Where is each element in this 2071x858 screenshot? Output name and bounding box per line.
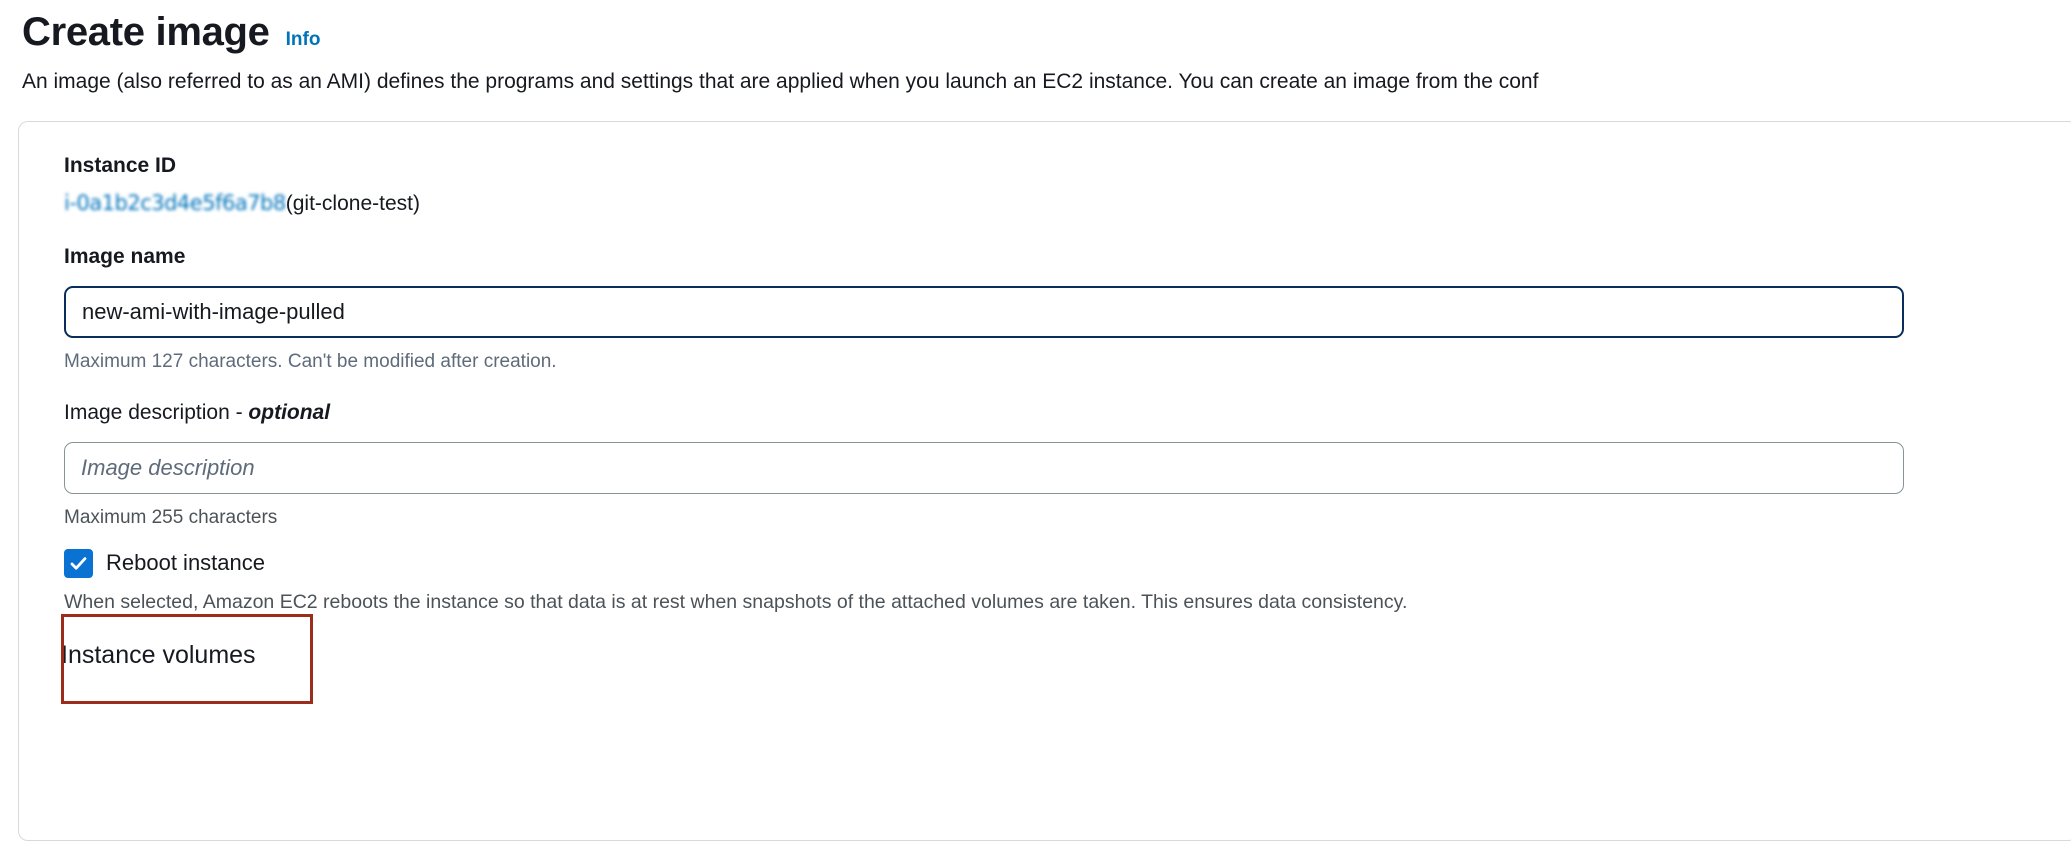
image-description-optional-tag: optional: [248, 400, 331, 424]
instance-id-name-suffix: (git-clone-test): [285, 191, 420, 215]
page-header: [0, 0, 2071, 56]
instance-id-label: Instance ID: [64, 154, 177, 178]
image-name-input-wrap: [64, 286, 2071, 338]
reboot-instance-checkbox[interactable]: [64, 549, 93, 578]
image-name-label: Image name: [64, 244, 186, 268]
image-name-field: [19, 243, 2071, 375]
reboot-instance-row[interactable]: [19, 549, 2071, 578]
instance-id-field: [19, 152, 2071, 217]
image-description-label-text: Image description -: [64, 400, 249, 424]
reboot-instance-hint: When selected, Amazon EC2 reboots the instance so that data is at rest when snapshots of the attached volumes are taken. This ensures data consistency.: [64, 590, 1408, 613]
image-description-label: [64, 399, 2071, 426]
info-link[interactable]: Info: [285, 29, 321, 50]
page-title: Create image: [22, 10, 270, 54]
instance-id-link[interactable]: i-0a1b2c3d4e5f6a7b8: [64, 190, 286, 215]
page-description: An image (also referred to as an AMI) defines the programs and settings that are applied when you launch an EC2 instance. You can create an image from the conf: [22, 70, 1539, 93]
instance-volumes-heading: Instance volumes: [61, 641, 256, 670]
image-name-input[interactable]: [64, 286, 1904, 338]
check-icon: [69, 554, 88, 573]
image-name-hint: Maximum 127 characters. Can't be modified after creation.: [64, 351, 557, 373]
image-description-input[interactable]: [64, 442, 1904, 494]
create-image-form-panel: [18, 121, 2071, 841]
image-description-hint: Maximum 255 characters: [64, 507, 278, 529]
instance-id-value-row: [64, 190, 2071, 217]
reboot-instance-label: Reboot instance: [106, 550, 265, 576]
image-description-field: [19, 399, 2071, 531]
image-description-input-wrap: [64, 442, 2071, 494]
